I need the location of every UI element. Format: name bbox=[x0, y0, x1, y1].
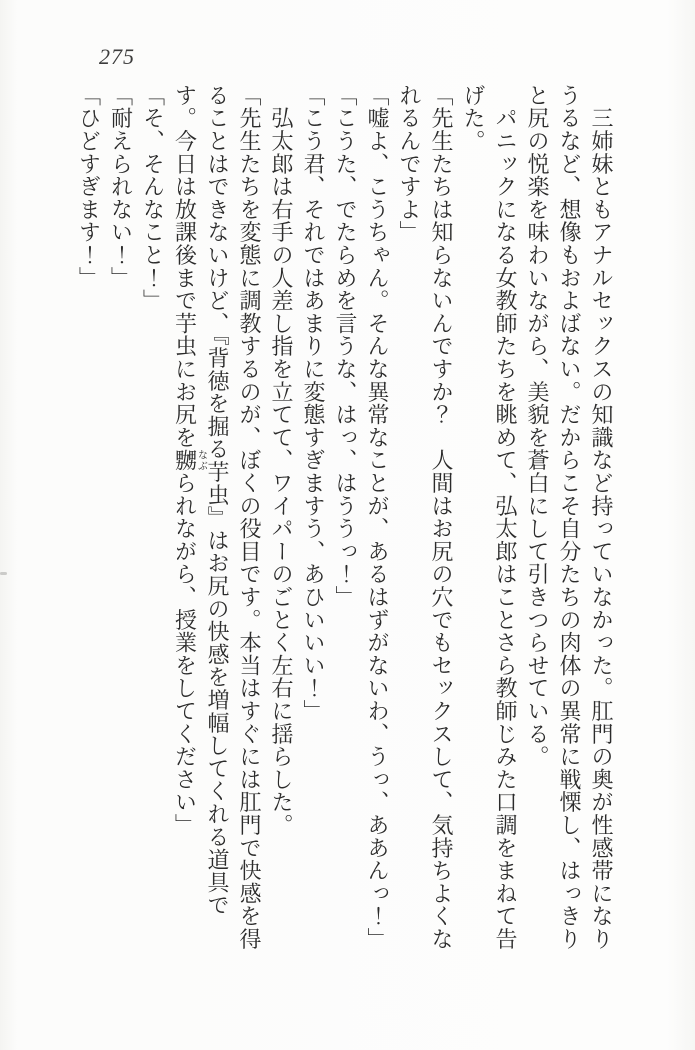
paragraph-dialog-4: 「こう君、それではあまりに変態すぎますう、あひいいい！」 bbox=[301, 84, 326, 723]
paragraph-dialog-7: 「耐えられない！」 bbox=[108, 84, 134, 290]
paragraph-dialog-3: 「こうた、でたらめを言うな、はっ、はううっ！」 bbox=[333, 84, 358, 609]
dialog-5-post: られながら、授業をしてください」 bbox=[172, 471, 198, 837]
page-number: 275 bbox=[99, 44, 135, 69]
paragraph-narration-3: 弘太郎は右手の人差し指を立てて、ワイパーのごとく左右に揺らした。 bbox=[269, 84, 294, 837]
dialog-5-pre: 「先生たちを変態に調教するのが、ぼくの役目です。本当はすぐには肛門で快感を得ることはできないけど、『背徳を掘る芋虫』はお尻の快感を増幅してくれる道具です。今日は放課後まで芋虫にお尻を bbox=[172, 84, 262, 951]
ruby-naburu: 嬲なぶ bbox=[172, 448, 207, 472]
paragraph-dialog-8: 「ひどすぎます！」 bbox=[76, 84, 102, 290]
paragraph-dialog-2: 「嘘よ、こうちゃん。そんな異常なことが、あるはずがないわ、うっ、ああんっ！」 bbox=[365, 84, 390, 951]
body-text bbox=[73, 84, 618, 952]
paragraph-dialog-5 bbox=[169, 84, 266, 952]
paragraph-dialog-6: 「そ、そんなこと！」 bbox=[140, 84, 166, 312]
paragraph-dialog-1: 「先生たちは知らないんですか？ 人間はお尻の穴でもセックスして、気持ちよくなれるんですよ」 bbox=[397, 84, 454, 951]
scan-artifact bbox=[0, 572, 7, 575]
paragraph-narration-1: 三姉妹ともアナルセックスの知識など持っていなかった。肛門の奥が性感帯になりうるなど、想像もおよばない。だからこそ自分たちの肉体の異常に戦慄し、はっきりと尻の悦楽を味わいながら、美貌を蒼白にして引きつらせている。 bbox=[525, 84, 614, 951]
paragraph-narration-2: パニックになる女教師たちを眺めて、弘太郎はことさら教師じみた口調をまねて告げた。 bbox=[461, 84, 518, 951]
